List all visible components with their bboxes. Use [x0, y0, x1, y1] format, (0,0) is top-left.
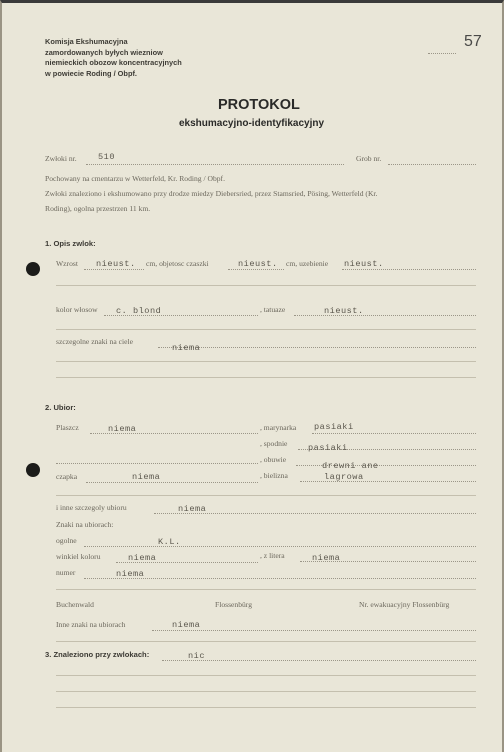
evacuation-number-flossenburg: Nr. ewakuacyjny Flossenbürg: [359, 600, 450, 609]
litera-value: niema: [312, 553, 341, 563]
uzebienie-line: [342, 269, 476, 270]
bielizna-label: , bielizna: [260, 471, 288, 480]
zwloki-line: [86, 164, 344, 165]
znaki-label: szczegolne znaki na ciele: [56, 337, 133, 346]
marynarka-value: pasiaki: [314, 422, 354, 432]
ruled-line: [56, 707, 476, 708]
document-subtitle: ekshumacyjno-identyfikacyjny: [179, 118, 325, 129]
spodnie-label: , spodnie: [260, 439, 288, 448]
ogolne-value: K.L.: [158, 537, 181, 547]
kolor-label: kolor włosow: [56, 305, 98, 314]
znaki-na-ubiorach-label: Znaki na ubiorach:: [56, 520, 114, 529]
inne-znaki-line: [152, 630, 476, 631]
spodnie-value: pasiaki: [308, 443, 348, 453]
ruled-line: [56, 463, 258, 464]
obuwie-label: , obuwie: [260, 455, 287, 464]
page-number: 57: [464, 33, 482, 50]
ruled-line: [56, 361, 476, 362]
burial-place-text: Pochowany na cmentarzu w Wetterfeld, Kr. Roding / Obpf.: [45, 174, 225, 183]
znaki-value: niema: [172, 343, 201, 353]
czapka-label: czapka: [56, 472, 78, 481]
inne-szczegoly-value: niema: [178, 504, 207, 514]
ruled-line: [56, 495, 476, 496]
found-location-line1: Zwłoki znaleziono i ekshumowano przy drodze miedzy Diebersried, przez Stamsried, Pösing, Wetterfeld (Kr.: [45, 189, 378, 198]
commission-line: zamordowanych byłych wiezniow: [45, 47, 163, 57]
inne-znaki-value: niema: [172, 620, 201, 630]
czapka-line: [86, 482, 258, 483]
zwloki-value: 510: [98, 152, 115, 162]
ruled-line: [56, 691, 476, 692]
inne-szczegoly-label: i inne szczegoly ubioru: [56, 503, 127, 512]
found-items-value: nic: [188, 651, 205, 661]
commission-line: w powiecie Roding / Obpf.: [45, 68, 137, 78]
czaszka-unit-label: cm, uzebienie: [286, 259, 329, 268]
znaki-line: [158, 347, 476, 348]
winkiel-label: winkiel koloru: [56, 552, 101, 561]
found-location-line2: Roding), ogolna przestrzen 11 km.: [45, 204, 151, 213]
ruled-line: [56, 285, 476, 286]
marynarka-label: , marynarka: [260, 423, 297, 432]
document-title: PROTOKOL: [218, 97, 300, 113]
kolor-value: c. blond: [116, 306, 162, 316]
ogolne-line: [84, 546, 476, 547]
wzrost-label: Wzrost: [56, 259, 78, 268]
numer-value: niema: [116, 569, 145, 579]
commission-header: [45, 37, 182, 79]
ruled-line: [56, 329, 476, 330]
ruled-line: [56, 377, 476, 378]
commission-line: Komisja Ekshumacyjna: [45, 37, 128, 46]
punch-hole-bottom: [26, 463, 40, 477]
winkiel-value: niema: [128, 553, 157, 563]
plaszcz-value: niema: [108, 424, 137, 434]
ogolne-label: ogolne: [56, 536, 77, 545]
camp-flossenburg: Flossenbürg: [215, 600, 252, 609]
ruled-line: [56, 641, 476, 642]
litera-label: , z litera: [260, 551, 285, 560]
tatuaze-label: , tatuaze: [260, 305, 286, 314]
wzrost-unit-label: cm, objetosc czaszki: [146, 259, 209, 268]
section-2-heading: 2. Ubior:: [45, 403, 76, 412]
camp-buchenwald: Buchenwald: [56, 600, 94, 609]
grob-label: Grob nr.: [356, 154, 382, 163]
wzrost-value: nieust.: [96, 259, 136, 269]
tatuaze-value: nieust.: [324, 306, 364, 316]
czapka-value: niema: [132, 472, 161, 482]
czaszka-line: [228, 269, 284, 270]
uzebienie-value: nieust.: [344, 259, 384, 269]
obuwie-value: drewni ane: [322, 461, 379, 471]
zwloki-label: Zwłoki nr.: [45, 154, 77, 163]
marynarka-line: [312, 433, 476, 434]
punch-hole-top: [26, 262, 40, 276]
commission-line: niemieckich obozow koncentracyjnych: [45, 58, 182, 67]
czaszka-value: nieust.: [238, 259, 278, 269]
bielizna-value: lagrowa: [324, 472, 364, 482]
section-1-heading: 1. Opis zwlok:: [45, 239, 96, 248]
page-number-line: [428, 53, 456, 54]
numer-label: numer: [56, 568, 76, 577]
inne-znaki-label: Inne znaki na ubiorach: [56, 620, 126, 629]
grob-line: [388, 164, 476, 165]
ruled-line: [56, 675, 476, 676]
ruled-line: [56, 589, 476, 590]
plaszcz-label: Plaszcz: [56, 423, 79, 432]
section-3-heading: 3. Znaleziono przy zwlokach:: [45, 650, 150, 659]
tatuaze-line: [294, 315, 476, 316]
found-items-line: [162, 660, 476, 661]
wzrost-line: [84, 269, 144, 270]
